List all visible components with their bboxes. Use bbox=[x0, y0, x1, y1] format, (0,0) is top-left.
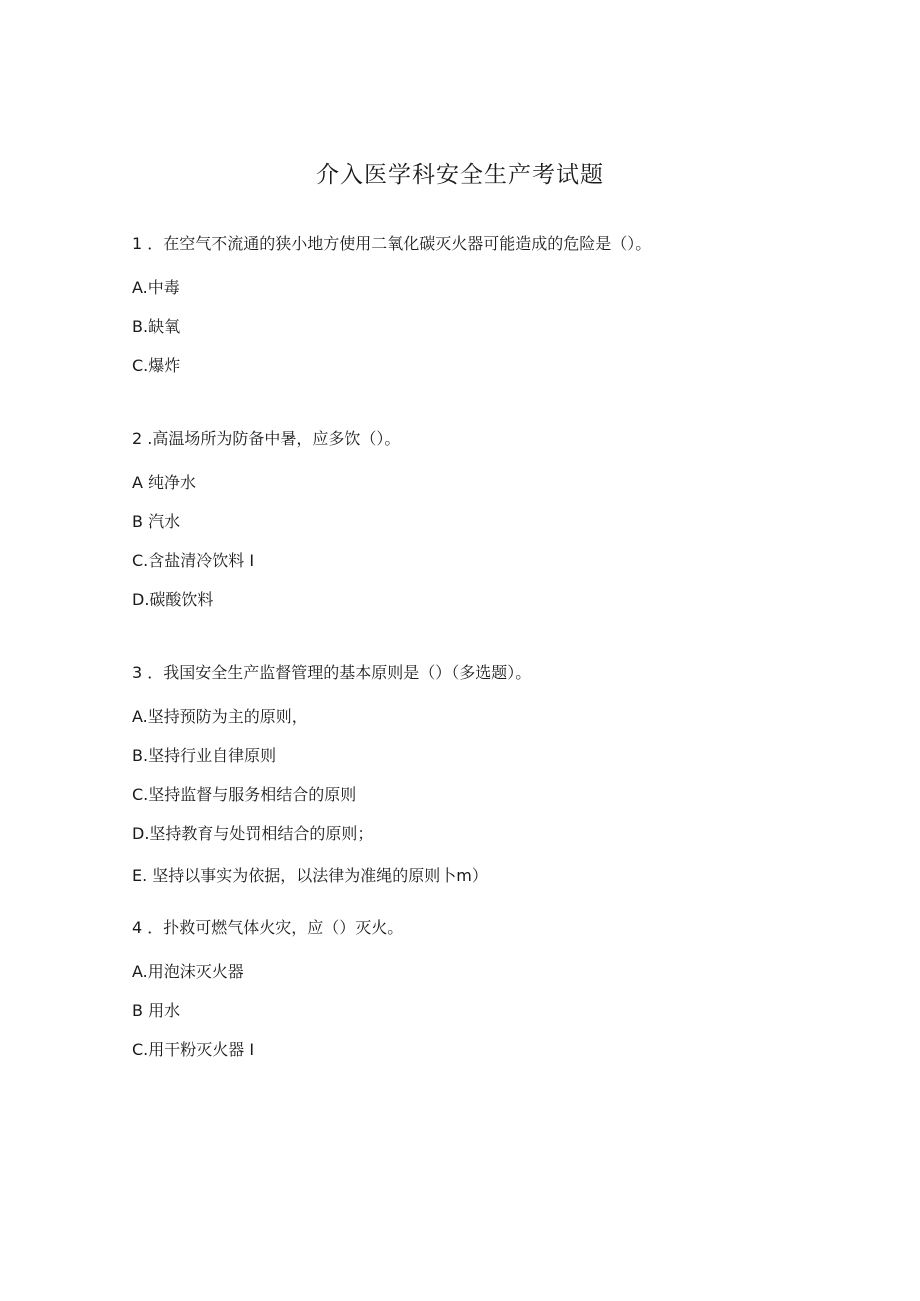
question-3-stem: 3 ．我国安全生产监督管理的基本原则是（）（多选题）。 bbox=[132, 663, 532, 682]
question-3-option-e: E. 坚持以事实为依据，以法律为准绳的原则卜m） bbox=[132, 866, 488, 885]
question-2-option-d: D.碳酸饮料 bbox=[132, 590, 214, 609]
question-3-option-c: C.坚持监督与服务相结合的原则 bbox=[132, 785, 357, 804]
question-4-option-c: C.用干粉灭火器 I bbox=[132, 1040, 255, 1059]
question-4-option-a: A.用泡沫灭火器 bbox=[132, 962, 244, 981]
question-2-option-a: A 纯净水 bbox=[132, 473, 197, 492]
question-3-option-d: D.坚持教育与处罚相结合的原则； bbox=[132, 824, 374, 843]
question-1-option-a: A.中毒 bbox=[132, 278, 180, 297]
question-1-option-c: C.爆炸 bbox=[132, 356, 181, 375]
question-2-option-c: C.含盐清冷饮料 I bbox=[132, 551, 255, 570]
question-3-option-a: A.坚持预防为主的原则， bbox=[132, 707, 308, 726]
question-1-option-b: B.缺氧 bbox=[132, 317, 181, 336]
question-4-option-b: B 用水 bbox=[132, 1001, 181, 1020]
question-3-option-b: B.坚持行业自律原则 bbox=[132, 746, 277, 765]
question-4-stem: 4 ．扑救可燃气体火灾，应（）灭火。 bbox=[132, 918, 404, 937]
question-2-option-b: B 汽水 bbox=[132, 512, 181, 531]
page-title: 介入医学科安全生产考试题 bbox=[316, 162, 604, 188]
question-2-stem: 2 .高温场所为防备中暑，应多饮（）。 bbox=[132, 429, 401, 448]
question-1-stem: 1 ．在空气不流通的狭小地方使用二氧化碳灭火器可能造成的危险是（）。 bbox=[132, 234, 652, 253]
